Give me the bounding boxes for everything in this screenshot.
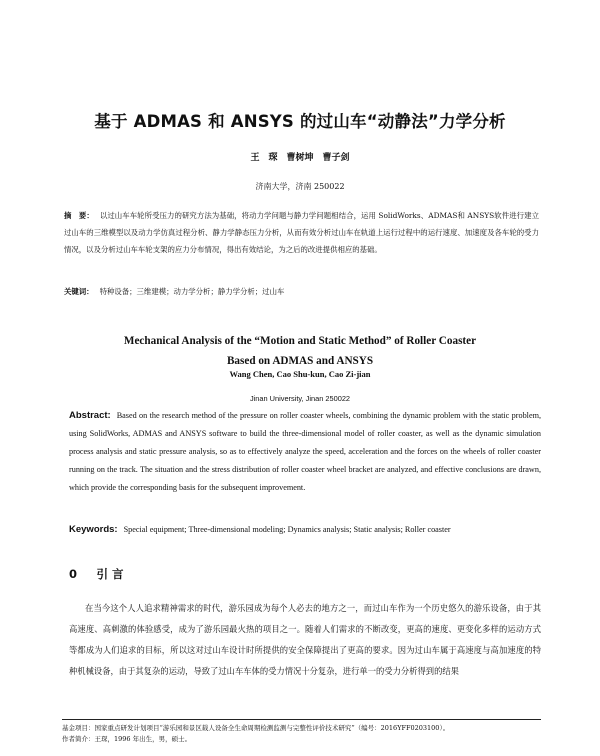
keywords-text-en: Special equipment; Three-dimensional modeling; Dynamics analysis; Static analysis; Roller coaster [123,525,451,534]
keywords-cn [64,286,539,297]
paper-title-en [0,331,600,371]
keywords-text-cn: 特种设备；三维建模；动力学分析；静力学分析；过山车 [99,287,285,296]
footnotes [62,723,541,745]
abstract-cn [64,207,539,258]
paper-title-en-line1: Mechanical Analysis of the “Motion and Static Method” of Roller Coaster [123,335,477,347]
paper-title-cn: 基于 ADMAS 和 ANSYS 的过山车“动静法”力学分析 [94,112,506,131]
section-heading-introduction: 0 引言 [69,567,128,581]
footnote-author: 作者简介：王琛，1996 年出生，男，硕士。 [62,735,192,743]
abstract-label-en: Abstract: [69,410,111,421]
keywords-en [69,520,541,539]
body-paragraph: 在当今这个人人追求精神需求的时代，游乐园成为每个人必去的地方之一，而过山车作为一个历史悠久的游乐设备，由于其高速度、高刺激的体验感受，成为了游乐园最火热的项目之一。随着人们需求的不断改变，更高的速度、更变化多样的运动方式等都成为人们追求的目标，所以这对过山车设计时所提供的安全保障提出了更高的要求。因为过山车属于高速度与高加速度的特种机械设备，由于其复杂的运动，导致了过山车车体的受力情况十分复杂，进行单一的受力分析得到的结果 [69,603,541,676]
abstract-text-en: Based on the research method of the pressure on roller coaster wheels, combining the dynamic problem with the static problem, using SolidWorks, ADMAS and ANSYS software to build the three-dimensional model of roller coaster, as well as the dynamic simulation process analysis and static pressure analysis, so as to effectively analyze the speed, acceleration and the forces on the wheels of roller coaster running on the track. The situation and the stress distribution of roller coaster wheel bracket are analyzed, and effective conclusions are drawn, which provide the corresponding basis for the subsequent improvement. [69,411,541,492]
abstract-label-cn: 摘 要： [64,211,94,220]
keywords-label-cn: 关键词： [64,287,94,296]
abstract-en [69,407,541,497]
footnote-fund: 基金项目：国家重点研发计划项目“游乐园和景区载人设备全生命周期检测监测与完整性评价技术研究”（编号：2016YFF0203100）。 [62,724,450,732]
abstract-text-cn: 以过山车车轮所受压力的研究方法为基础，将动力学问题与静力学问题相结合，运用 SolidWorks、ADMAS和 ANSYS软件进行建立过山车的三维模型以及动力学仿真过程分析、静力学静态压力分析，从而有效分析过山车在轨道上运行过程中的运行速度、加速度及各车轮的受力情况，以及分析过山车车轮支架的应力分布情况，得出有效结论，为之后的改进提供相应的基础。 [64,211,539,254]
author-list-en: Wang Chen, Cao Shu-kun, Cao Zi-jian [229,369,371,379]
paper-title-en-line2: Based on ADMAS and ANSYS [226,355,374,367]
footnote-divider [62,719,541,720]
affiliation-en: Jinan University, Jinan 250022 [249,394,351,403]
author-list-cn: 王 琛 曹树坤 曹子剑 [250,153,350,163]
keywords-label-en: Keywords: [69,524,118,535]
affiliation-cn: 济南大学，济南 250022 [255,182,345,191]
